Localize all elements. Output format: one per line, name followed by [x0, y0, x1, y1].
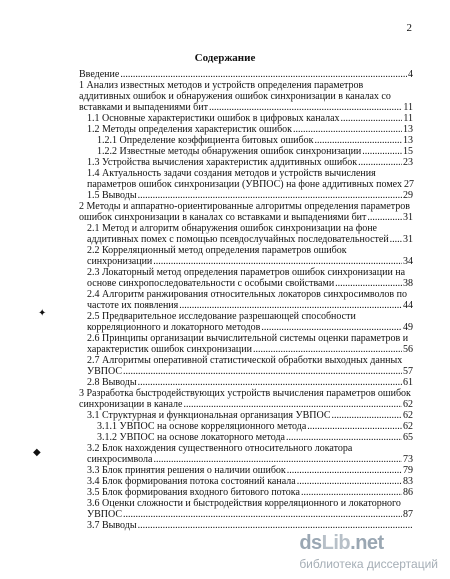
toc-entry-line: 3.3 Блок принятия решения о наличии ошибок: [87, 465, 286, 476]
toc-entry-line: 1.3 Устройства вычисления характеристик аддитивных ошибок: [87, 157, 358, 168]
toc-leader-dots: [138, 520, 412, 531]
toc-page-number: 62: [403, 410, 413, 421]
toc-page-number: 34: [403, 256, 413, 267]
toc-page-number: 87: [403, 509, 413, 520]
toc-entry-line: 3.7 Выводы: [87, 520, 137, 531]
toc-entry[interactable]: [79, 201, 413, 223]
toc-leader-dots: [253, 344, 402, 355]
toc-page-number: 31: [403, 234, 413, 245]
toc-entry[interactable]: [79, 388, 413, 410]
toc-entry-line: 3.6 Оценки сложности и быстродействия корреляционного и локаторного: [87, 498, 401, 509]
toc-page-number: 79: [403, 465, 413, 476]
toc-leader-dots: [297, 476, 402, 487]
toc-entry-line: 2.3 Локаторный метод определения параметров ошибок синхронизации на: [87, 267, 406, 278]
toc-entry-line: 3.1 Структурная и функциональная организация УВПОС: [87, 410, 331, 421]
watermark-subtitle: библиотека диссертаций: [299, 557, 438, 571]
toc-entry[interactable]: [79, 69, 413, 80]
toc-entry[interactable]: [79, 432, 413, 443]
toc-leader-dots: [123, 366, 402, 377]
table-of-contents: [79, 69, 413, 531]
toc-entry[interactable]: [79, 190, 413, 201]
toc-entry-line: 1.2.2 Известные методы обнаружения ошибок синхронизации: [97, 146, 362, 157]
toc-entry-line: синхронизации: [87, 256, 153, 267]
toc-entry-line: параметров ошибок синхронизации (УВПОС) на фоне аддитивных помех: [87, 179, 402, 190]
toc-page-number: 23: [403, 157, 413, 168]
toc-entry-line: 2.6 Принципы организации вычислительной системы оценки параметров и: [87, 333, 409, 344]
toc-page-number: 38: [403, 278, 413, 289]
toc-leader-dots: [261, 322, 402, 333]
toc-page-number: 31: [403, 212, 413, 223]
toc-entry-line: Введение: [79, 69, 120, 80]
toc-entry[interactable]: [79, 333, 413, 355]
toc-entry-line: 1.1 Основные характеристики ошибок в цифровых каналах: [87, 113, 340, 124]
toc-entry-line: корреляционного и локаторного методов: [87, 322, 261, 333]
toc-entry-line: вставками и выпадениями бит: [79, 102, 208, 113]
toc-page-number: 11: [403, 102, 413, 113]
toc-page-number: 86: [403, 487, 413, 498]
toc-entry-line: аддитивных ошибок и обнаружения ошибок синхронизации в каналах со: [79, 91, 391, 102]
toc-page-number: 11: [403, 113, 413, 124]
toc-entry[interactable]: [79, 289, 413, 311]
toc-entry-line: аддитивных помех с помощью псевдослучайных последовательностей: [87, 234, 389, 245]
toc-leader-dots: [301, 487, 402, 498]
toc-entry-line: ошибок синхронизации в каналах со вставками и выпадениями бит: [79, 212, 367, 223]
toc-page-number: 57: [403, 366, 413, 377]
toc-page-number: 44: [403, 300, 413, 311]
toc-entry[interactable]: [79, 267, 413, 289]
toc-page-number: 4: [408, 69, 413, 80]
toc-entry-line: синхросимвола: [87, 454, 153, 465]
toc-entry[interactable]: [79, 124, 413, 135]
toc-leader-dots: [153, 256, 402, 267]
toc-entry[interactable]: [79, 443, 413, 465]
toc-entry-line: 3.1.2 УВПОС на основе локаторного метода: [97, 432, 285, 443]
toc-entry[interactable]: [79, 476, 413, 487]
toc-entry-line: 2.1 Метод и алгоритм обнаружения ошибок синхронизации на фоне: [87, 223, 377, 234]
toc-leader-dots: [287, 465, 402, 476]
toc-leader-dots: [358, 157, 402, 168]
toc-leader-dots: [209, 102, 402, 113]
toc-entry[interactable]: [79, 520, 413, 531]
toc-page-number: 13: [403, 124, 413, 135]
toc-page-number: 27: [403, 179, 414, 190]
toc-leader-dots: [179, 300, 402, 311]
toc-entry-line: синхронизации в канале: [79, 399, 183, 410]
toc-entry-line: 1.2.1 Определение коэффициента битовых ошибок: [97, 135, 314, 146]
toc-entry[interactable]: [79, 487, 413, 498]
toc-entry[interactable]: [79, 146, 413, 157]
toc-page-number: 62: [403, 399, 413, 410]
toc-entry-line: основе синхропоследовательности с особыми свойствами: [87, 278, 335, 289]
margin-mark-icon: ◆: [33, 447, 41, 458]
toc-leader-dots: [286, 432, 402, 443]
toc-entry-line: УВПОС: [87, 509, 122, 520]
toc-leader-dots: [120, 69, 407, 80]
toc-entry-line: УВПОС: [87, 366, 122, 377]
toc-entry[interactable]: [79, 135, 413, 146]
toc-leader-dots: [362, 146, 402, 157]
toc-leader-dots: [293, 124, 402, 135]
watermark-logo: [299, 532, 383, 555]
toc-entry[interactable]: [79, 311, 413, 333]
toc-leader-dots: [332, 410, 403, 421]
toc-entry[interactable]: [79, 421, 413, 432]
toc-entry[interactable]: [79, 157, 413, 168]
toc-entry-line: 1 Анализ известных методов и устройств определения параметров: [79, 80, 364, 91]
toc-leader-dots: [138, 190, 402, 201]
toc-page-number: 56: [403, 344, 413, 355]
toc-entry-line: 3.4 Блок формирования потока состояний канала: [87, 476, 296, 487]
page-number: 2: [406, 22, 412, 34]
toc-leader-dots: [123, 509, 402, 520]
toc-leader-dots: [335, 278, 402, 289]
toc-page-number: 61: [403, 377, 413, 388]
toc-entry[interactable]: [79, 245, 413, 267]
toc-page-number: 13: [403, 135, 413, 146]
toc-entry-line: 2.8 Выводы: [87, 377, 137, 388]
toc-entry-line: 3.2 Блок нахождения существенного относительного локатора: [87, 443, 353, 454]
toc-leader-dots: [138, 377, 402, 388]
toc-entry-line: 2.5 Предварительное исследование разрешающей способности: [87, 311, 356, 322]
toc-entry-line: 3.5 Блок формирования входного битового потока: [87, 487, 300, 498]
page-title: Содержание: [194, 52, 256, 64]
toc-entry-line: 1.5 Выводы: [87, 190, 137, 201]
toc-page-number: 65: [403, 432, 413, 443]
toc-leader-dots: [153, 454, 402, 465]
watermark-logo-ds: ds: [299, 532, 322, 554]
toc-entry[interactable]: [79, 410, 413, 421]
toc-leader-dots: [390, 234, 402, 245]
toc-entry[interactable]: [79, 355, 413, 377]
toc-entry-line: 3 Разработка быстродействующих устройств вычисления параметров ошибок: [79, 388, 411, 399]
watermark-logo-net: .net: [350, 532, 384, 554]
toc-entry[interactable]: [79, 465, 413, 476]
toc-entry[interactable]: [79, 80, 413, 113]
toc-page-number: 73: [403, 454, 413, 465]
watermark: [299, 532, 438, 571]
toc-entry-line: 1.2 Методы определения характеристик ошибок: [87, 124, 293, 135]
toc-leader-dots: [307, 421, 402, 432]
watermark-logo-lib: Lib: [321, 532, 351, 554]
toc-entry[interactable]: [79, 113, 413, 124]
toc-page-number: 83: [403, 476, 413, 487]
toc-page-number: 15: [403, 146, 413, 157]
toc-leader-dots: [367, 212, 402, 223]
toc-entry[interactable]: [79, 498, 413, 520]
toc-entry-line: 2.2 Корреляционный метод определения параметров ошибок: [87, 245, 347, 256]
toc-entry-line: характеристик ошибок синхронизации: [87, 344, 252, 355]
toc-page-number: 29: [403, 190, 413, 201]
toc-entry-line: 2 Методы и аппаратно-ориентированные алгоритмы определения параметров: [79, 201, 411, 212]
toc-entry-line: 2.7 Алгоритмы оперативной статистической обработки выходных данных: [87, 355, 403, 366]
toc-entry[interactable]: [79, 168, 413, 190]
toc-page-number: 49: [403, 322, 413, 333]
toc-leader-dots: [341, 113, 403, 124]
toc-entry-line: 2.4 Алгоритм ранжирования относительных локаторов синхросимволов по: [87, 289, 407, 300]
margin-mark-icon: ✦: [38, 308, 47, 319]
toc-entry[interactable]: [79, 377, 413, 388]
toc-leader-dots: [183, 399, 402, 410]
toc-entry[interactable]: [79, 223, 413, 245]
toc-entry-line: частоте их появления: [87, 300, 179, 311]
toc-entry-line: 1.4 Актуальность задачи создания методов и устройств вычисления: [87, 168, 376, 179]
toc-leader-dots: [314, 135, 402, 146]
toc-entry-line: 3.1.1 УВПОС на основе корреляционного метода: [97, 421, 307, 432]
toc-page-number: 62: [403, 421, 413, 432]
